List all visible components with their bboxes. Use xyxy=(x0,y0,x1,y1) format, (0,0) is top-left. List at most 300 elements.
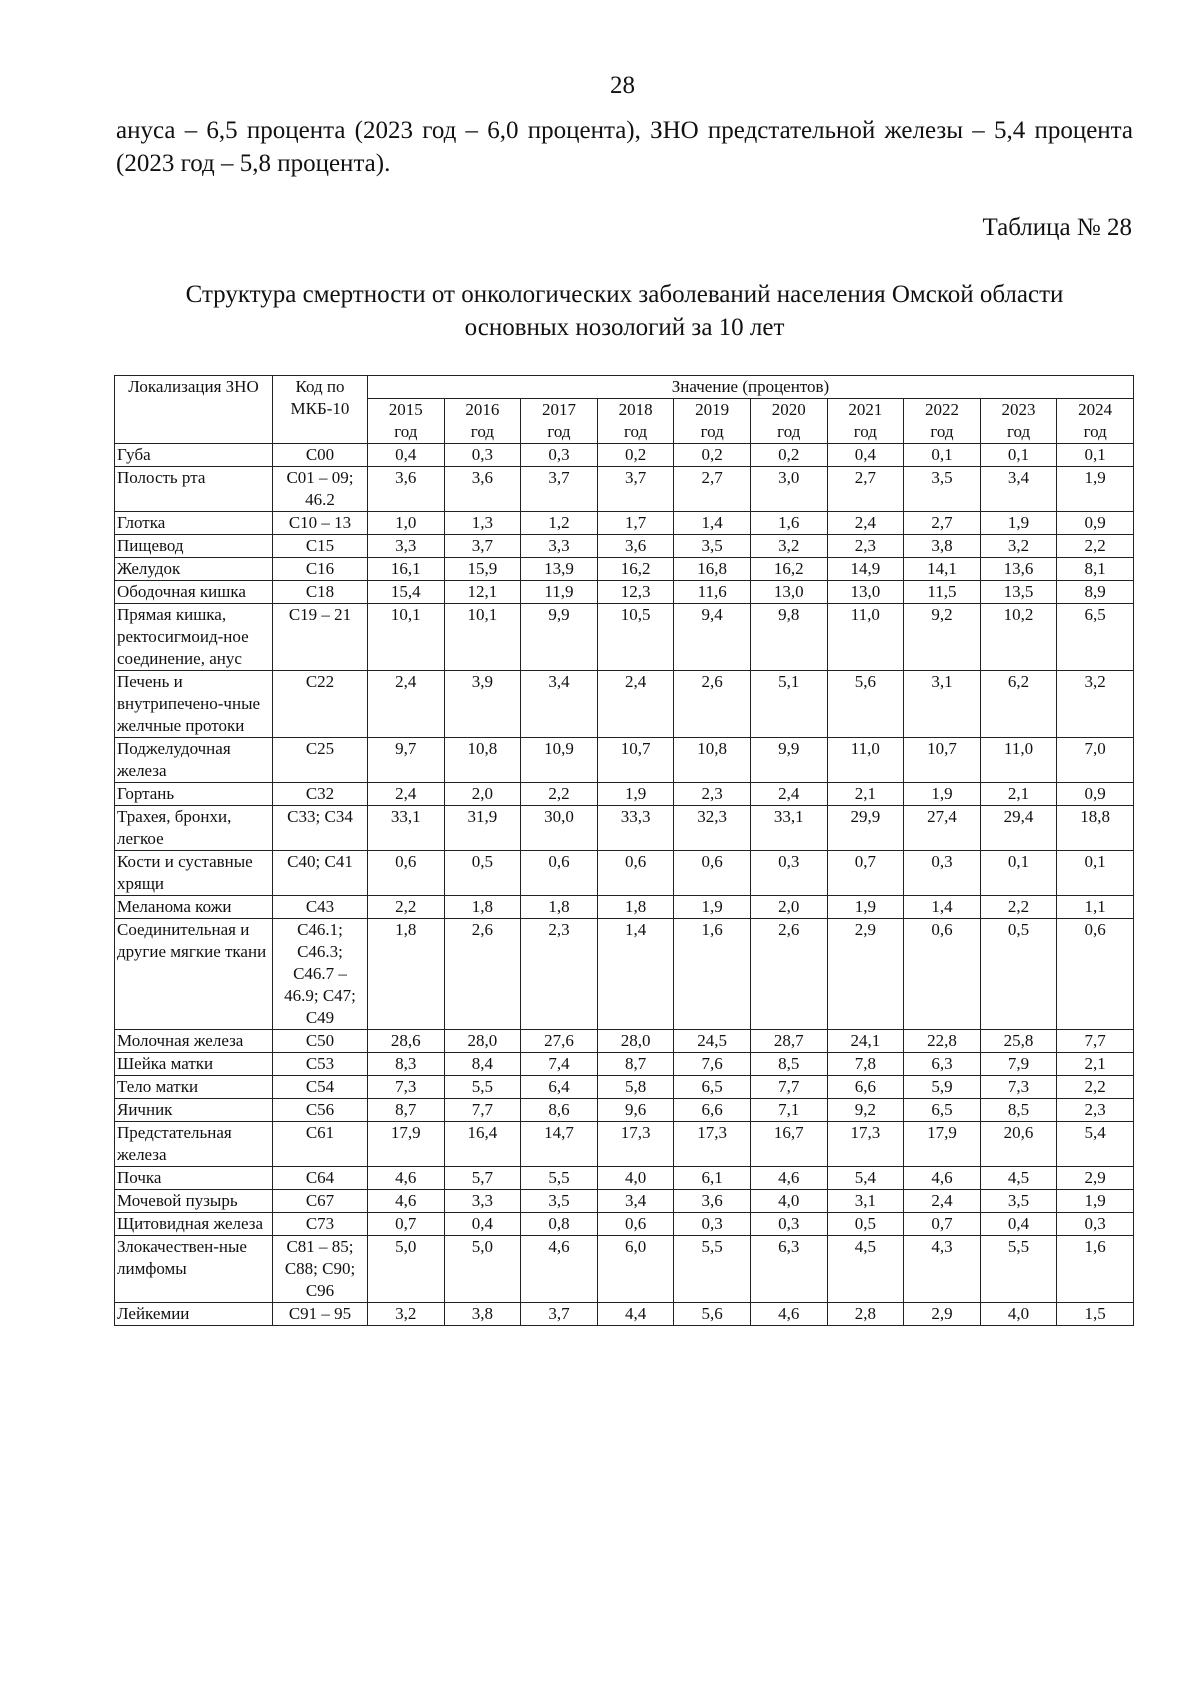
value-cell: 16,7 xyxy=(750,1122,827,1167)
value-cell: 2,2 xyxy=(1057,535,1134,558)
value-cell: 7,6 xyxy=(674,1053,751,1076)
year-number: 2020 xyxy=(771,400,806,419)
value-cell: 27,4 xyxy=(904,806,981,851)
value-cell: 1,2 xyxy=(521,512,598,535)
value-cell: 0,6 xyxy=(597,851,674,896)
value-cell: 16,2 xyxy=(597,558,674,581)
value-cell: 3,2 xyxy=(980,535,1057,558)
table-row xyxy=(115,783,1134,806)
value-cell: 6,2 xyxy=(980,671,1057,738)
value-cell: 2,4 xyxy=(904,1190,981,1213)
value-cell: 13,0 xyxy=(750,581,827,604)
value-cell: 30,0 xyxy=(521,806,598,851)
table-header xyxy=(115,376,1134,444)
value-cell: 4,6 xyxy=(750,1303,827,1326)
localization-cell: Полость рта xyxy=(115,467,273,512)
icd-code-cell: С73 xyxy=(273,1213,368,1236)
year-number: 2017 xyxy=(541,400,576,419)
value-cell: 7,1 xyxy=(750,1099,827,1122)
localization-cell: Мочевой пузырь xyxy=(115,1190,273,1213)
localization-cell: Почка xyxy=(115,1167,273,1190)
value-cell: 0,1 xyxy=(1057,444,1134,467)
value-cell: 10,1 xyxy=(444,604,521,671)
value-cell: 10,8 xyxy=(674,738,751,783)
value-cell: 2,6 xyxy=(674,671,751,738)
year-suffix: год xyxy=(700,422,724,441)
value-cell: 7,7 xyxy=(750,1076,827,1099)
value-cell: 1,7 xyxy=(597,512,674,535)
value-cell: 6,5 xyxy=(1057,604,1134,671)
value-cell: 0,9 xyxy=(1057,512,1134,535)
value-cell: 10,7 xyxy=(904,738,981,783)
value-cell: 1,6 xyxy=(674,919,751,1030)
year-number: 2016 xyxy=(465,400,500,419)
icd-code-cell: С40; С41 xyxy=(273,851,368,896)
localization-cell: Пищевод xyxy=(115,535,273,558)
value-cell: 33,1 xyxy=(750,806,827,851)
value-cell: 3,6 xyxy=(597,535,674,558)
value-cell: 10,8 xyxy=(444,738,521,783)
value-cell: 1,8 xyxy=(521,896,598,919)
year-header-2015 xyxy=(368,399,445,444)
year-number: 2015 xyxy=(388,400,423,419)
icd-code-cell: С56 xyxy=(273,1099,368,1122)
value-cell: 13,9 xyxy=(521,558,598,581)
year-header-2018 xyxy=(597,399,674,444)
value-cell: 2,4 xyxy=(368,671,445,738)
value-cell: 17,9 xyxy=(904,1122,981,1167)
table-row xyxy=(115,1122,1134,1167)
value-cell: 3,4 xyxy=(980,467,1057,512)
value-cell: 24,1 xyxy=(827,1030,904,1053)
value-cell: 3,7 xyxy=(521,1303,598,1326)
table-row xyxy=(115,1303,1134,1326)
table-row xyxy=(115,558,1134,581)
value-cell: 4,5 xyxy=(827,1236,904,1303)
value-cell: 2,2 xyxy=(1057,1076,1134,1099)
value-cell: 2,3 xyxy=(521,919,598,1030)
value-cell: 3,1 xyxy=(904,671,981,738)
value-cell: 2,4 xyxy=(750,783,827,806)
localization-cell: Щитовидная железа xyxy=(115,1213,273,1236)
value-cell: 16,8 xyxy=(674,558,751,581)
value-cell: 2,4 xyxy=(597,671,674,738)
value-cell: 4,0 xyxy=(980,1303,1057,1326)
value-cell: 1,6 xyxy=(750,512,827,535)
year-number: 2023 xyxy=(1001,400,1036,419)
localization-cell: Глотка xyxy=(115,512,273,535)
value-cell: 0,5 xyxy=(444,851,521,896)
year-suffix: год xyxy=(1083,422,1107,441)
localization-cell: Поджелудочная железа xyxy=(115,738,273,783)
value-cell: 3,2 xyxy=(750,535,827,558)
value-cell: 6,4 xyxy=(521,1076,598,1099)
value-cell: 3,1 xyxy=(827,1190,904,1213)
value-cell: 2,9 xyxy=(827,919,904,1030)
icd-code-cell: С67 xyxy=(273,1190,368,1213)
value-cell: 9,9 xyxy=(750,738,827,783)
header-value: Значение (процентов) xyxy=(368,376,1134,399)
value-cell: 14,9 xyxy=(827,558,904,581)
value-cell: 5,1 xyxy=(750,671,827,738)
value-cell: 4,6 xyxy=(904,1167,981,1190)
value-cell: 1,9 xyxy=(904,783,981,806)
value-cell: 0,2 xyxy=(750,444,827,467)
value-cell: 13,6 xyxy=(980,558,1057,581)
value-cell: 16,2 xyxy=(750,558,827,581)
value-cell: 0,6 xyxy=(674,851,751,896)
value-cell: 0,3 xyxy=(1057,1213,1134,1236)
year-header-2023 xyxy=(980,399,1057,444)
value-cell: 0,4 xyxy=(980,1213,1057,1236)
value-cell: 3,5 xyxy=(521,1190,598,1213)
value-cell: 5,5 xyxy=(521,1167,598,1190)
table-row xyxy=(115,1053,1134,1076)
value-cell: 10,1 xyxy=(368,604,445,671)
value-cell: 3,4 xyxy=(597,1190,674,1213)
value-cell: 1,9 xyxy=(597,783,674,806)
localization-cell: Желудок xyxy=(115,558,273,581)
value-cell: 17,3 xyxy=(597,1122,674,1167)
value-cell: 9,2 xyxy=(904,604,981,671)
value-cell: 1,1 xyxy=(1057,896,1134,919)
icd-code-cell: С91 – 95 xyxy=(273,1303,368,1326)
icd-code-cell: С15 xyxy=(273,535,368,558)
value-cell: 24,5 xyxy=(674,1030,751,1053)
icd-code-cell: С33; С34 xyxy=(273,806,368,851)
value-cell: 6,5 xyxy=(904,1099,981,1122)
table-row xyxy=(115,1190,1134,1213)
value-cell: 0,6 xyxy=(521,851,598,896)
value-cell: 15,4 xyxy=(368,581,445,604)
icd-code-cell: С43 xyxy=(273,896,368,919)
value-cell: 2,3 xyxy=(1057,1099,1134,1122)
value-cell: 3,3 xyxy=(444,1190,521,1213)
year-number: 2018 xyxy=(618,400,653,419)
value-cell: 2,8 xyxy=(827,1303,904,1326)
value-cell: 8,7 xyxy=(597,1053,674,1076)
value-cell: 4,5 xyxy=(980,1167,1057,1190)
value-cell: 31,9 xyxy=(444,806,521,851)
value-cell: 5,5 xyxy=(980,1236,1057,1303)
year-suffix: год xyxy=(853,422,877,441)
value-cell: 9,6 xyxy=(597,1099,674,1122)
value-cell: 13,0 xyxy=(827,581,904,604)
icd-code-cell: С00 xyxy=(273,444,368,467)
icd-code-cell: С10 – 13 xyxy=(273,512,368,535)
value-cell: 7,4 xyxy=(521,1053,598,1076)
value-cell: 10,7 xyxy=(597,738,674,783)
localization-cell: Трахея, бронхи, легкое xyxy=(115,806,273,851)
mortality-table xyxy=(114,375,1134,1326)
value-cell: 8,9 xyxy=(1057,581,1134,604)
value-cell: 2,7 xyxy=(827,467,904,512)
year-number: 2024 xyxy=(1078,400,1113,419)
value-cell: 12,1 xyxy=(444,581,521,604)
value-cell: 17,3 xyxy=(827,1122,904,1167)
header-localization: Локализация ЗНО xyxy=(115,376,273,444)
localization-cell: Печень и внутрипечено-чные желчные протоки xyxy=(115,671,273,738)
value-cell: 28,7 xyxy=(750,1030,827,1053)
year-number: 2019 xyxy=(695,400,730,419)
icd-code-cell: С81 – 85; С88; С90; С96 xyxy=(273,1236,368,1303)
value-cell: 3,3 xyxy=(521,535,598,558)
value-cell: 2,1 xyxy=(827,783,904,806)
page-number: 28 xyxy=(610,72,635,99)
icd-code-cell: С16 xyxy=(273,558,368,581)
value-cell: 2,4 xyxy=(827,512,904,535)
value-cell: 0,1 xyxy=(980,444,1057,467)
value-cell: 6,3 xyxy=(904,1053,981,1076)
value-cell: 1,4 xyxy=(674,512,751,535)
table-row xyxy=(115,1236,1134,1303)
value-cell: 8,1 xyxy=(1057,558,1134,581)
value-cell: 0,6 xyxy=(597,1213,674,1236)
value-cell: 5,5 xyxy=(674,1236,751,1303)
value-cell: 17,9 xyxy=(368,1122,445,1167)
table-label: Таблица № 28 xyxy=(982,214,1132,241)
value-cell: 0,1 xyxy=(904,444,981,467)
year-header-2016 xyxy=(444,399,521,444)
value-cell: 2,2 xyxy=(521,783,598,806)
value-cell: 7,3 xyxy=(368,1076,445,1099)
value-cell: 5,0 xyxy=(368,1236,445,1303)
table-title xyxy=(116,278,1133,344)
year-header-2020 xyxy=(750,399,827,444)
value-cell: 8,5 xyxy=(750,1053,827,1076)
table-row xyxy=(115,896,1134,919)
value-cell: 3,8 xyxy=(444,1303,521,1326)
icd-code-cell: С25 xyxy=(273,738,368,783)
table-row xyxy=(115,671,1134,738)
value-cell: 4,3 xyxy=(904,1236,981,1303)
value-cell: 2,2 xyxy=(980,896,1057,919)
value-cell: 2,0 xyxy=(444,783,521,806)
value-cell: 11,0 xyxy=(980,738,1057,783)
value-cell: 8,3 xyxy=(368,1053,445,1076)
icd-code-cell: С19 – 21 xyxy=(273,604,368,671)
value-cell: 14,1 xyxy=(904,558,981,581)
localization-cell: Соединительная и другие мягкие ткани xyxy=(115,919,273,1030)
table-row xyxy=(115,512,1134,535)
value-cell: 3,5 xyxy=(674,535,751,558)
localization-cell: Прямая кишка, ректосигмоид-ное соединение, анус xyxy=(115,604,273,671)
value-cell: 7,7 xyxy=(444,1099,521,1122)
localization-cell: Лейкемии xyxy=(115,1303,273,1326)
table-row xyxy=(115,851,1134,896)
value-cell: 1,9 xyxy=(674,896,751,919)
value-cell: 1,9 xyxy=(980,512,1057,535)
year-suffix: год xyxy=(394,422,418,441)
value-cell: 5,5 xyxy=(444,1076,521,1099)
value-cell: 3,0 xyxy=(750,467,827,512)
table-row xyxy=(115,1167,1134,1190)
value-cell: 0,3 xyxy=(750,1213,827,1236)
value-cell: 9,7 xyxy=(368,738,445,783)
value-cell: 9,8 xyxy=(750,604,827,671)
value-cell: 4,6 xyxy=(368,1190,445,1213)
icd-code-cell: С22 xyxy=(273,671,368,738)
value-cell: 3,6 xyxy=(444,467,521,512)
value-cell: 0,1 xyxy=(1057,851,1134,896)
value-cell: 29,9 xyxy=(827,806,904,851)
localization-cell: Гортань xyxy=(115,783,273,806)
value-cell: 32,3 xyxy=(674,806,751,851)
year-header-2019 xyxy=(674,399,751,444)
value-cell: 1,4 xyxy=(597,919,674,1030)
year-header-2024 xyxy=(1057,399,1134,444)
year-suffix: год xyxy=(470,422,494,441)
year-suffix: год xyxy=(547,422,571,441)
value-cell: 5,7 xyxy=(444,1167,521,1190)
value-cell: 2,3 xyxy=(674,783,751,806)
value-cell: 6,0 xyxy=(597,1236,674,1303)
value-cell: 2,1 xyxy=(1057,1053,1134,1076)
value-cell: 4,6 xyxy=(368,1167,445,1190)
value-cell: 6,6 xyxy=(827,1076,904,1099)
value-cell: 5,6 xyxy=(674,1303,751,1326)
value-cell: 0,2 xyxy=(597,444,674,467)
table-row xyxy=(115,738,1134,783)
table-row xyxy=(115,1076,1134,1099)
localization-cell: Губа xyxy=(115,444,273,467)
value-cell: 0,2 xyxy=(674,444,751,467)
value-cell: 3,4 xyxy=(521,671,598,738)
value-cell: 11,6 xyxy=(674,581,751,604)
value-cell: 10,5 xyxy=(597,604,674,671)
table-title-line2: основных нозологий за 10 лет xyxy=(464,314,785,341)
value-cell: 11,0 xyxy=(827,604,904,671)
value-cell: 0,5 xyxy=(980,919,1057,1030)
value-cell: 7,0 xyxy=(1057,738,1134,783)
value-cell: 1,4 xyxy=(904,896,981,919)
value-cell: 0,3 xyxy=(674,1213,751,1236)
value-cell: 7,9 xyxy=(980,1053,1057,1076)
value-cell: 0,3 xyxy=(904,851,981,896)
value-cell: 2,7 xyxy=(674,467,751,512)
value-cell: 9,9 xyxy=(521,604,598,671)
value-cell: 5,4 xyxy=(1057,1122,1134,1167)
value-cell: 0,7 xyxy=(368,1213,445,1236)
value-cell: 4,6 xyxy=(750,1167,827,1190)
value-cell: 0,7 xyxy=(827,851,904,896)
value-cell: 33,3 xyxy=(597,806,674,851)
value-cell: 0,3 xyxy=(521,444,598,467)
icd-code-cell: С50 xyxy=(273,1030,368,1053)
value-cell: 1,8 xyxy=(597,896,674,919)
value-cell: 0,6 xyxy=(1057,919,1134,1030)
value-cell: 7,7 xyxy=(1057,1030,1134,1053)
intro-paragraph: ануса – 6,5 процента (2023 год – 6,0 процента), ЗНО предстательной железы – 5,4 процента (2023 год – 5,8 процента). xyxy=(116,117,1133,177)
value-cell: 9,2 xyxy=(827,1099,904,1122)
value-cell: 25,8 xyxy=(980,1030,1057,1053)
localization-cell: Тело матки xyxy=(115,1076,273,1099)
value-cell: 27,6 xyxy=(521,1030,598,1053)
localization-cell: Меланома кожи xyxy=(115,896,273,919)
value-cell: 3,2 xyxy=(1057,671,1134,738)
value-cell: 11,9 xyxy=(521,581,598,604)
value-cell: 3,6 xyxy=(674,1190,751,1213)
value-cell: 1,5 xyxy=(1057,1303,1134,1326)
value-cell: 4,6 xyxy=(521,1236,598,1303)
value-cell: 8,7 xyxy=(368,1099,445,1122)
value-cell: 1,9 xyxy=(827,896,904,919)
value-cell: 7,8 xyxy=(827,1053,904,1076)
table-row xyxy=(115,444,1134,467)
value-cell: 2,9 xyxy=(904,1303,981,1326)
value-cell: 2,4 xyxy=(368,783,445,806)
value-cell: 0,5 xyxy=(827,1213,904,1236)
value-cell: 28,0 xyxy=(444,1030,521,1053)
value-cell: 2,9 xyxy=(1057,1167,1134,1190)
value-cell: 16,4 xyxy=(444,1122,521,1167)
value-cell: 11,0 xyxy=(827,738,904,783)
value-cell: 16,1 xyxy=(368,558,445,581)
table-row xyxy=(115,1030,1134,1053)
value-cell: 3,7 xyxy=(521,467,598,512)
value-cell: 8,4 xyxy=(444,1053,521,1076)
value-cell: 6,5 xyxy=(674,1076,751,1099)
value-cell: 0,9 xyxy=(1057,783,1134,806)
value-cell: 1,8 xyxy=(368,919,445,1030)
value-cell: 17,3 xyxy=(674,1122,751,1167)
value-cell: 3,7 xyxy=(597,467,674,512)
value-cell: 20,6 xyxy=(980,1122,1057,1167)
year-suffix: год xyxy=(1006,422,1031,441)
value-cell: 1,9 xyxy=(1057,1190,1134,1213)
value-cell: 22,8 xyxy=(904,1030,981,1053)
value-cell: 2,1 xyxy=(980,783,1057,806)
value-cell: 0,3 xyxy=(444,444,521,467)
icd-code-cell: С54 xyxy=(273,1076,368,1099)
table-row xyxy=(115,535,1134,558)
icd-code-cell: С01 – 09; 46.2 xyxy=(273,467,368,512)
value-cell: 10,2 xyxy=(980,604,1057,671)
year-header-2022 xyxy=(904,399,981,444)
year-suffix: год xyxy=(930,422,954,441)
value-cell: 1,3 xyxy=(444,512,521,535)
year-suffix: год xyxy=(777,422,801,441)
value-cell: 29,4 xyxy=(980,806,1057,851)
icd-code-cell: С61 xyxy=(273,1122,368,1167)
value-cell: 5,9 xyxy=(904,1076,981,1099)
localization-cell: Кости и суставные хрящи xyxy=(115,851,273,896)
value-cell: 7,3 xyxy=(980,1076,1057,1099)
value-cell: 11,5 xyxy=(904,581,981,604)
value-cell: 5,0 xyxy=(444,1236,521,1303)
localization-cell: Яичник xyxy=(115,1099,273,1122)
value-cell: 8,6 xyxy=(521,1099,598,1122)
value-cell: 18,8 xyxy=(1057,806,1134,851)
value-cell: 3,5 xyxy=(904,467,981,512)
year-number: 2022 xyxy=(924,400,959,419)
value-cell: 10,9 xyxy=(521,738,598,783)
value-cell: 5,4 xyxy=(827,1167,904,1190)
table-row xyxy=(115,467,1134,512)
value-cell: 0,1 xyxy=(980,851,1057,896)
value-cell: 33,1 xyxy=(368,806,445,851)
value-cell: 4,0 xyxy=(597,1167,674,1190)
value-cell: 0,3 xyxy=(750,851,827,896)
table-body xyxy=(115,444,1134,1326)
value-cell: 28,0 xyxy=(597,1030,674,1053)
value-cell: 4,0 xyxy=(750,1190,827,1213)
header-code: Код по МКБ-10 xyxy=(273,376,368,444)
icd-code-cell: С46.1; С46.3; С46.7 – 46.9; С47; С49 xyxy=(273,919,368,1030)
table-row xyxy=(115,581,1134,604)
value-cell: 3,6 xyxy=(368,467,445,512)
value-cell: 1,0 xyxy=(368,512,445,535)
